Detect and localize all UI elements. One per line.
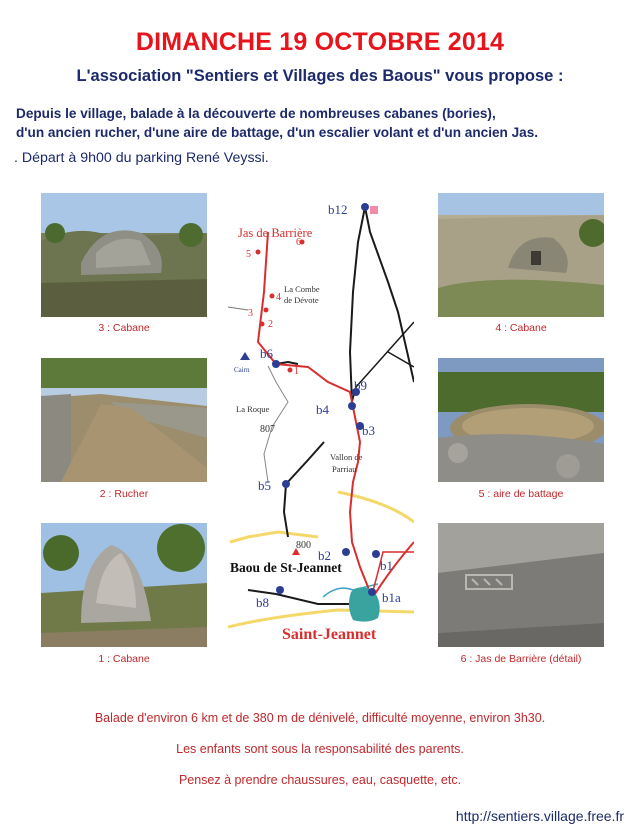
waypoint-b5: b5 bbox=[258, 478, 271, 493]
waypoint-b8: b8 bbox=[256, 595, 269, 610]
waypoint-b3: b3 bbox=[362, 423, 375, 438]
label-saint-jeannet: Saint-Jeannet bbox=[282, 626, 377, 643]
caption-photo-3: 3 : Cabane bbox=[98, 322, 150, 334]
label-baou: Baou de St-Jeannet bbox=[230, 560, 342, 575]
caption-photo-6: 6 : Jas de Barrière (détail) bbox=[460, 653, 582, 665]
label-altitude-807: 807 bbox=[260, 424, 275, 435]
photo-rucher bbox=[41, 358, 207, 482]
page-title: DIMANCHE 19 OCTOBRE 2014 bbox=[135, 28, 505, 56]
label-parriau: Parriau bbox=[332, 464, 357, 474]
photo-jas-de-barriere bbox=[438, 523, 604, 647]
label-la-combe: La Combe bbox=[284, 284, 320, 294]
label-jas-de-barriere: Jas de Barrière bbox=[238, 226, 313, 240]
waypoint-6: 6 bbox=[296, 237, 301, 248]
description-line-2: d'un ancien rucher, d'une aire de battage, d'un escalier volant et d'un ancien Jas. bbox=[16, 125, 539, 140]
waypoint-b6: b6 bbox=[260, 346, 273, 361]
photo-cabane-3 bbox=[41, 193, 207, 317]
footer-equipment-notice: Pensez à prendre chaussures, eau, casquette, etc. bbox=[178, 773, 462, 787]
label-altitude-800: 800 bbox=[296, 540, 311, 551]
waypoint-b4: b4 bbox=[316, 402, 329, 417]
caption-photo-1: 1 : Cabane bbox=[98, 653, 150, 665]
photo-cabane-4 bbox=[438, 193, 604, 317]
photo-aire-de-battage bbox=[438, 358, 604, 482]
caption-photo-4: 4 : Cabane bbox=[495, 322, 547, 334]
waypoint-3: 3 bbox=[248, 308, 253, 319]
label-cairn: Cairn bbox=[234, 366, 250, 374]
caption-photo-2: 2 : Rucher bbox=[99, 488, 149, 500]
description-line-1: Depuis le village, balade à la découverte de nombreuses cabanes (bories), bbox=[16, 106, 496, 121]
subtitle: L'association "Sentiers et Villages des Baous" vous propose : bbox=[76, 67, 564, 85]
trail-map bbox=[228, 192, 414, 648]
label-de-devote: de Dévote bbox=[284, 295, 319, 305]
label-la-roque: La Roque bbox=[236, 404, 270, 414]
waypoint-b1: b1 bbox=[380, 558, 393, 573]
footer-children-notice: Les enfants sont sous la responsabilité des parents. bbox=[176, 742, 464, 756]
departure-info: . Départ à 9h00 du parking René Veyssi. bbox=[14, 150, 269, 166]
waypoint-b12: b12 bbox=[328, 202, 348, 217]
waypoint-b9: b9 bbox=[354, 378, 367, 393]
waypoint-2: 2 bbox=[268, 319, 273, 330]
waypoint-5: 5 bbox=[246, 249, 251, 260]
waypoint-b2: b2 bbox=[318, 548, 331, 563]
photo-cabane-1 bbox=[41, 523, 207, 647]
waypoint-b1a: b1a bbox=[382, 590, 401, 605]
waypoint-1: 1 bbox=[294, 366, 299, 377]
waypoint-4: 4 bbox=[276, 292, 281, 303]
website-link[interactable]: http://sentiers.village.free.fr bbox=[455, 808, 624, 824]
footer-hike-details: Balade d'environ 6 km et de 380 m de dénivelé, difficulté moyenne, environ 3h30. bbox=[94, 711, 546, 725]
caption-photo-5: 5 : aire de battage bbox=[478, 488, 564, 500]
label-vallon-de: Vallon de bbox=[330, 452, 363, 462]
